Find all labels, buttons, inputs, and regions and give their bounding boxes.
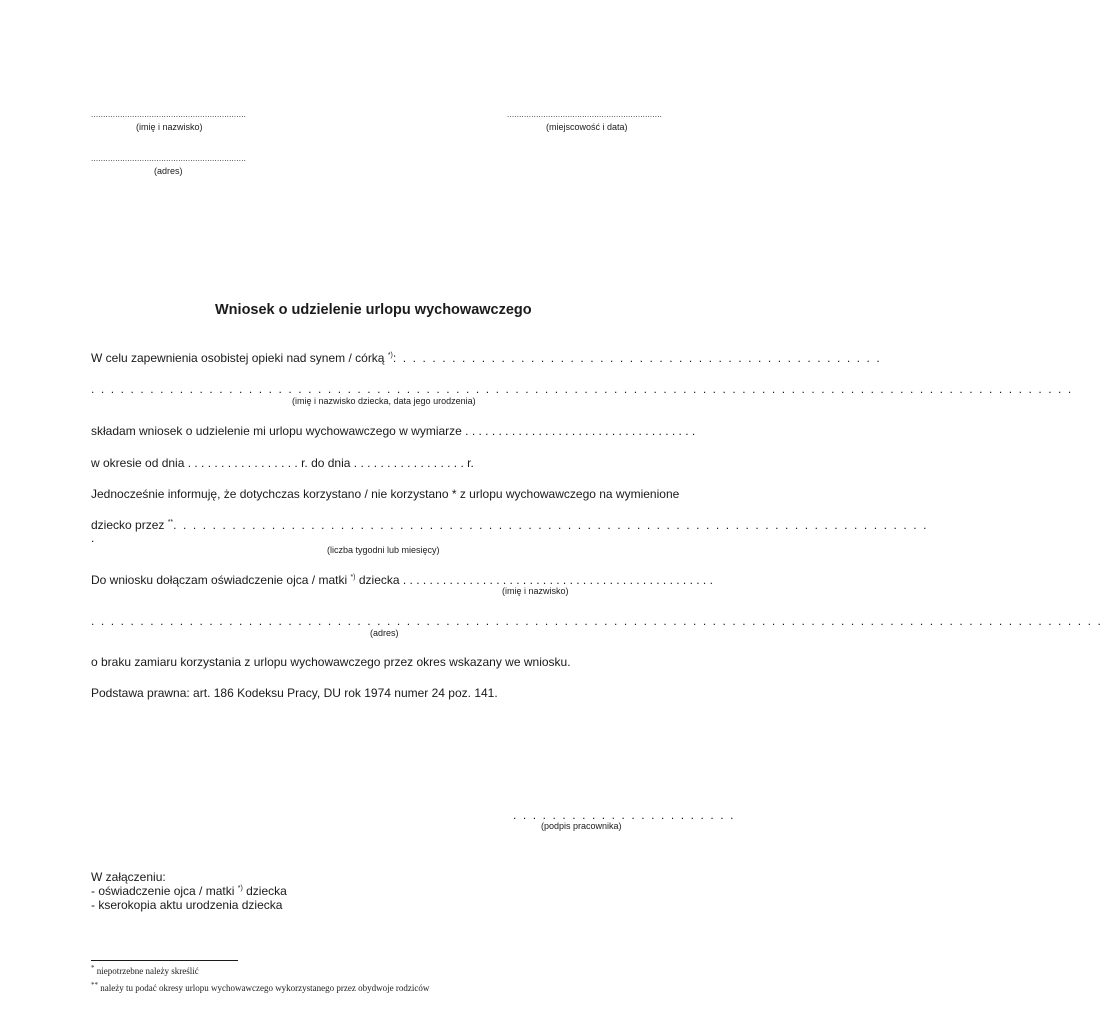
parent-address-caption: (adres) (370, 628, 399, 638)
child-dotted-line: : . . . . . . . . . . . . . . . . . . . . . . . . . . . . . . . . . . . . . . . . . . . . . . . . . (392, 351, 882, 365)
attachment-item-statement (91, 884, 287, 898)
no-intent-paragraph: o braku zamiaru korzystania z urlopu wychowawczego przez okres wskazany we wniosku. (91, 655, 571, 669)
footnote-mark: ** (167, 519, 174, 526)
request-scope-paragraph: składam wniosek o udzielenie mi urlopu wychowawczego w wymiarze . . . . . . . . . . . . . . . . . . . . . . . . . . . . . . . . . . . (91, 424, 696, 438)
place-date-dotted-line: ................................................................ (507, 110, 663, 119)
footnote-mark: * (91, 964, 95, 972)
parent-address-dotted-line: . . . . . . . . . . . . . . . . . . . . . . . . . . . . . . . . . . . . . . . . . . . . . . . . . . . . . . . . . . . . . . . . . . . . . . . . . . . . . . . . . . . . . . . . . . . . . . . . . . . . . . . (91, 614, 1102, 628)
footnote-mark: *) (350, 574, 356, 581)
legal-basis-paragraph: Podstawa prawna: art. 186 Kodeksu Pracy, DU rok 1974 numer 24 poz. 141. (91, 686, 498, 700)
attachment-item-text-end: dziecka (242, 884, 287, 898)
signature-dotted-line: . . . . . . . . . . . . . . . . . . . . . . . (513, 808, 736, 822)
care-text: W celu zapewnienia osobistej opieki nad synem / córką (91, 351, 388, 365)
signature-caption: (podpis pracownika) (541, 821, 622, 831)
previous-leave-paragraph: Jednocześnie informuję, że dotychczas korzystano / nie korzystano * z urlopu wychowawczego na wymienione (91, 487, 680, 501)
attachment-statement-text: Do wniosku dołączam oświadczenie ojca / matki (91, 573, 351, 587)
duration-dotted-line: . . . . . . . . . . . . . . . . . . . . . . . . . . . . . . . . . . . . . . . . . . . . . . . . . . . . . . . . . . . . . . . . . . . . . . . . . . . . . (173, 518, 929, 532)
footnote-1 (91, 966, 199, 976)
footnote-mark: *) (387, 352, 393, 359)
attachment-statement-rest: dziecka . . . . . . . . . . . . . . . . . . . . . . . . . . . . . . . . . . . . . . . . . . . . . . . (355, 573, 713, 587)
duration-caption: (liczba tygodni lub miesięcy) (327, 545, 440, 555)
address-caption: (adres) (154, 166, 183, 176)
duration-paragraph (91, 518, 929, 532)
child-dotted-line-2: . . . . . . . . . . . . . . . . . . . . . . . . . . . . . . . . . . . . . . . . . . . . . . . . . . . . . . . . . . . . . . . . . . . . . . . . . . . . . . . . . . . . . . . . . . . . . . . . . . . . (91, 382, 1073, 396)
footnote-separator (91, 960, 238, 961)
attachment-item-birth-certificate: - kserokopia aktu urodzenia dziecka (91, 898, 283, 912)
child-caption: (imię i nazwisko dziecka, data jego urodzenia) (292, 396, 476, 406)
footnote-1-text: niepotrzebne należy skreślić (94, 966, 199, 976)
document-title: Wniosek o udzielenie urlopu wychowawczego (215, 302, 532, 318)
care-paragraph (91, 351, 882, 365)
name-caption: (imię i nazwisko) (136, 122, 203, 132)
place-date-caption: (miejscowość i data) (546, 122, 628, 132)
name-dotted-line: ................................................................ (91, 110, 247, 119)
period-paragraph: w okresie od dnia . . . . . . . . . . . . . . . . . r. do dnia . . . . . . . . . . . . . . . . . r. (91, 456, 474, 470)
attachments-heading: W załączeniu: (91, 870, 166, 884)
footnote-2-text: należy tu podać okresy urlopu wychowawczego wykorzystanego przez obydwoje rodziców (98, 983, 430, 993)
footnote-2 (91, 983, 429, 993)
duration-text: dziecko przez (91, 518, 168, 532)
duration-tail-dot: . (91, 531, 95, 545)
attachment-item-text: - oświadczenie ojca / matki (91, 884, 238, 898)
footnote-mark: ** (91, 981, 98, 989)
parent-name-caption: (imię i nazwisko) (502, 586, 569, 596)
address-dotted-line: ................................................................ (91, 154, 247, 163)
footnote-mark: *) (237, 885, 243, 892)
attachment-statement-paragraph (91, 573, 713, 587)
